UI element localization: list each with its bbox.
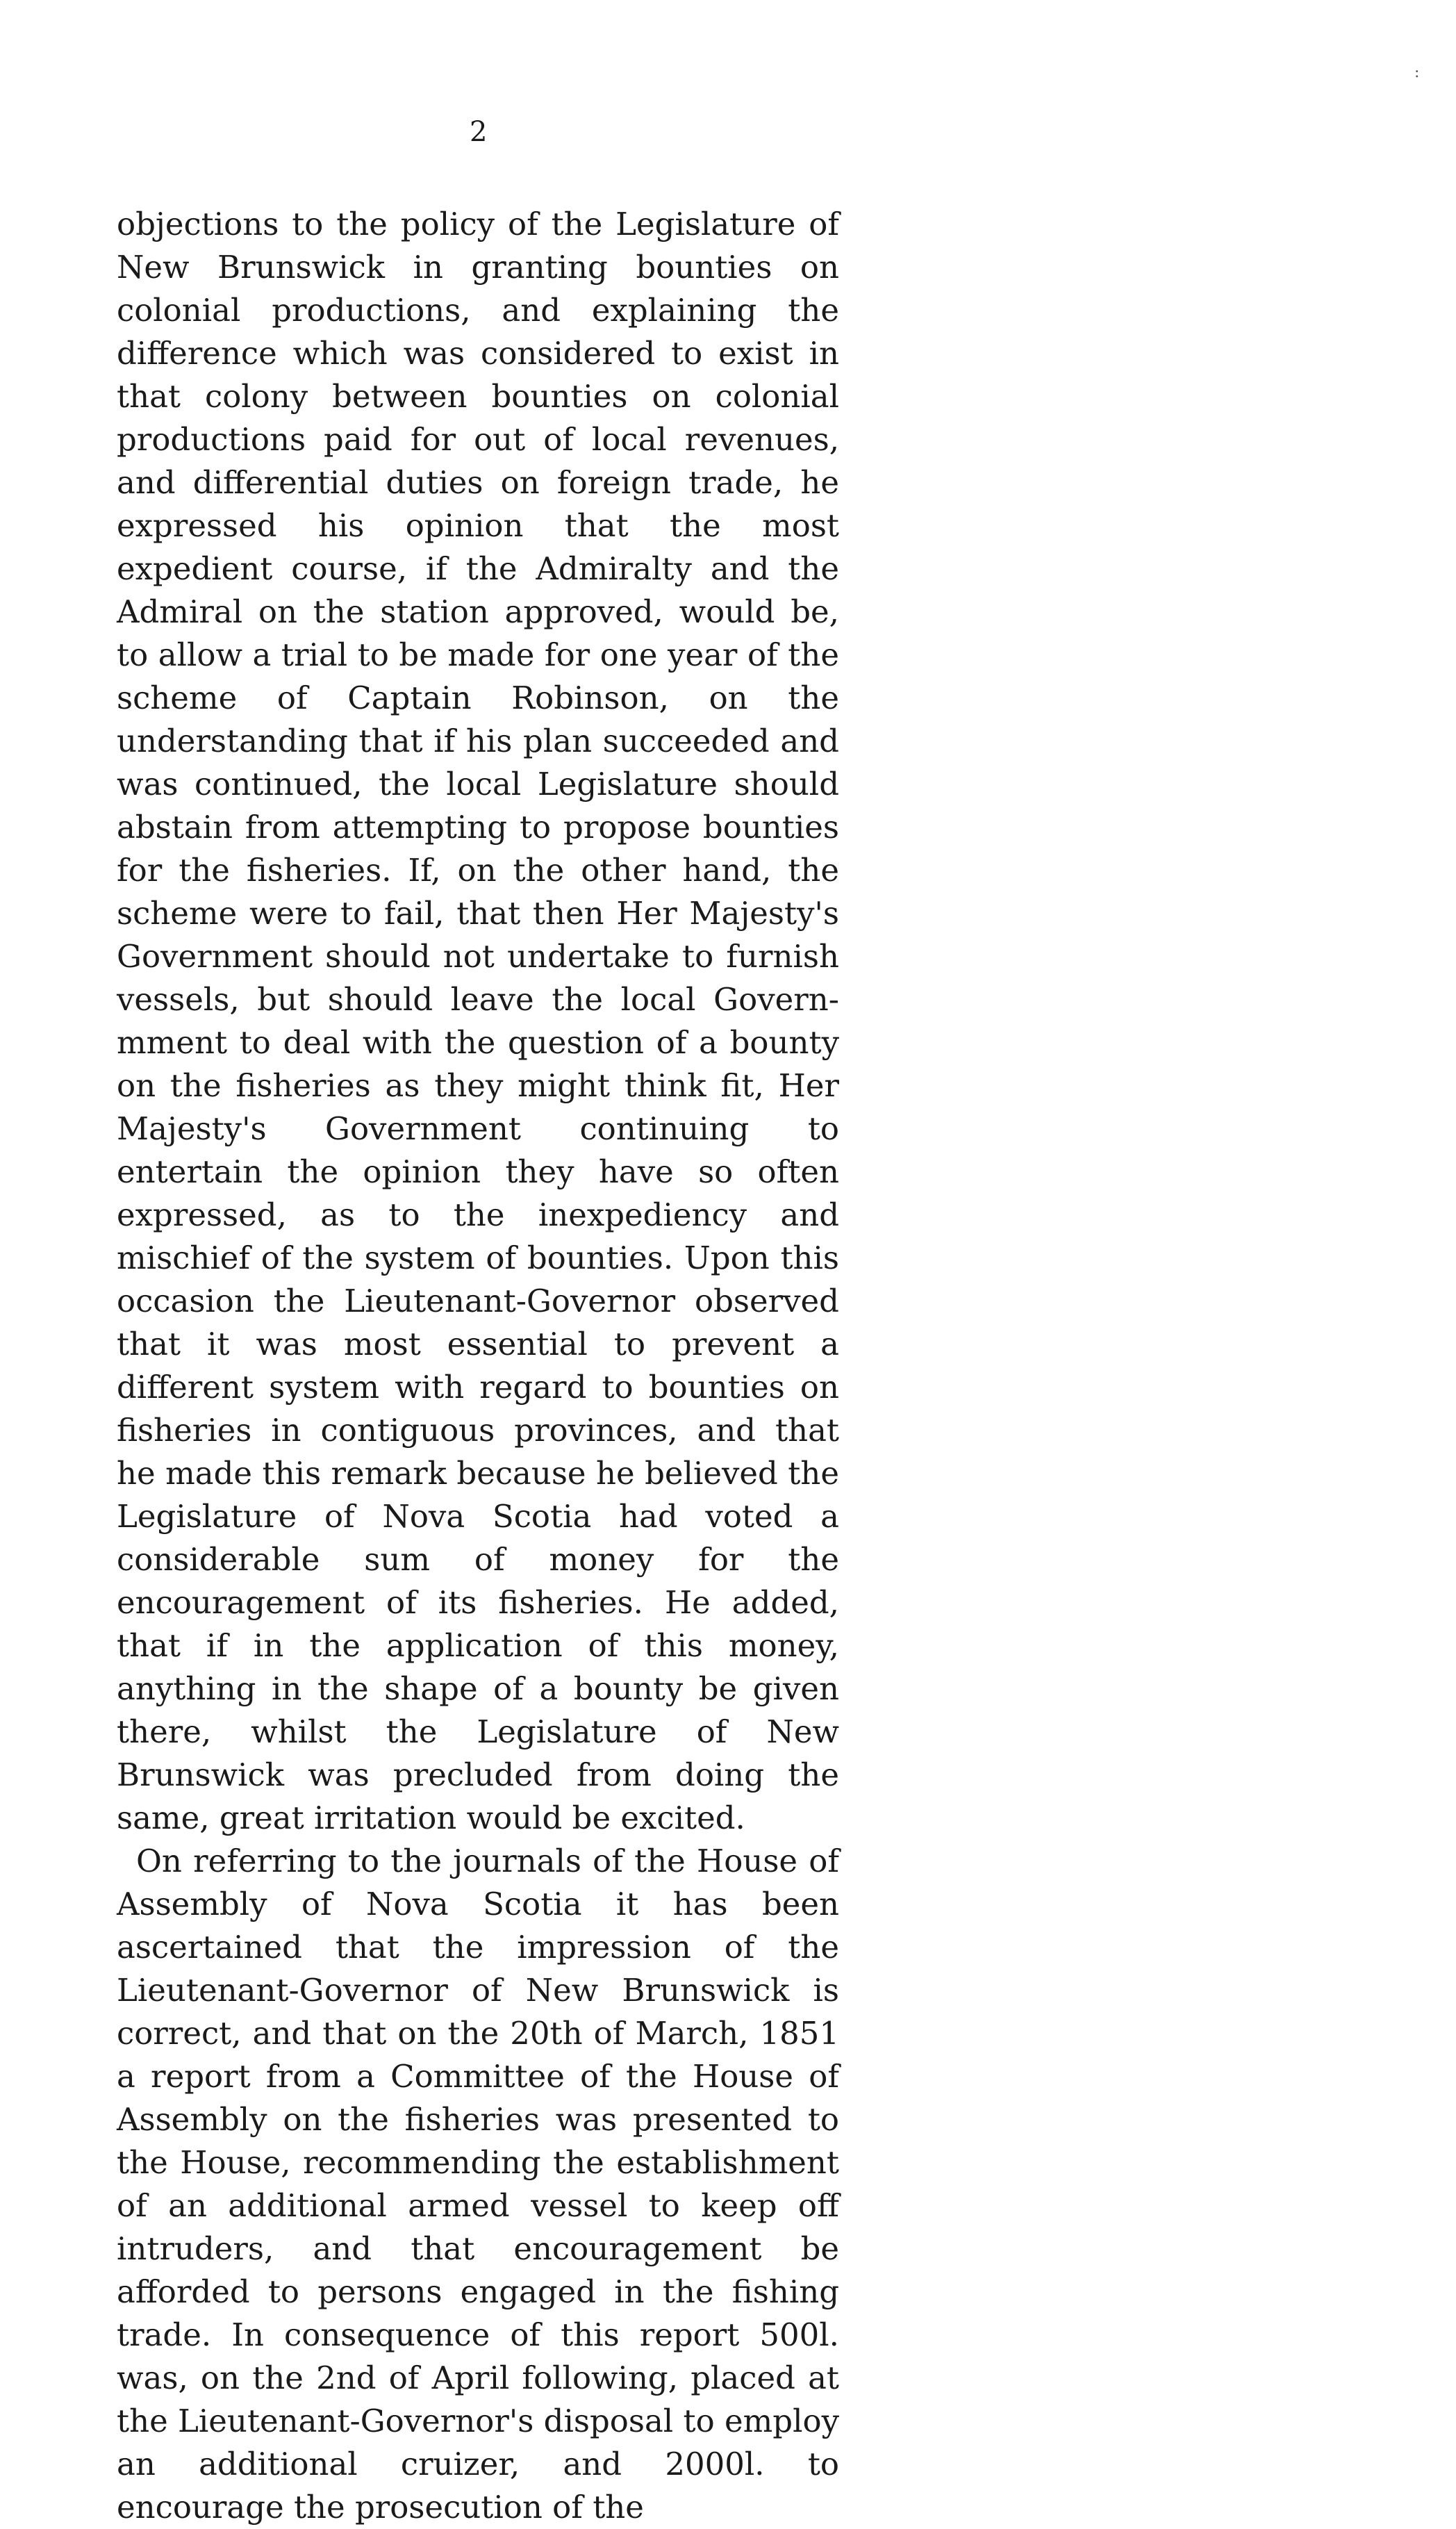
paragraph-2: On referring to the journals of the House of Assembly of Nova Scotia it has been ascertained that the impression of the Lieutenant-Governor of New Brunswick is correct, and that on the 20th of March, 1851 a report from a Committee of the House of Assembly on the fisheries was presented to the House, recommending the establishment of an additional armed vessel to keep off intruders, and that encouragement be afforded to persons engaged in the fishing trade. In consequence of this report 500l. was, on the 2nd of April following, placed at the Lieutenant-Governor's disposal to employ an additional cruizer, and 2000l. to encourage the prosecution of the	[117, 1843, 839, 2526]
margin-mark: :	[1414, 64, 1420, 81]
paragraph-1: objections to the policy of the Legislature of New Brunswick in granting bounties on colonial productions, and explaining the difference which was considered to exist in that colony between bounties on colonial productions paid for out of local revenues, and differential duties on foreign trade, he expressed his opinion that the most expedient course, if the Admiralty and the Admiral on the station approved, would be, to allow a trial to be made for one year of the scheme of Captain Robinson, on the understanding that if his plan succeeded and was continued, the local Legislature should abstain from attempting to propose bounties for the fisheries. If, on the other hand, the scheme were to fail, that then Her Majesty's Government should not undertake to furnish vessels, but should leave the local Governmment to deal with the question of a bounty on the fisheries as they might think fit, Her Majesty's Government continuing to entertain the opinion they have so often expressed, as to the inexpediency and mischief of the system of bounties. Upon this occasion the Lieutenant-Governor observed that it was most essential to prevent a different system with regard to bounties on fisheries in contiguous provinces, and that he made this remark because he believed the Legislature of Nova Scotia had voted a considerable sum of money for the encouragement of its fisheries. He added, that if in the application of this money, anything in the shape of a bounty be given there, whilst the Legislature of New Brunswick was precluded from doing the same, great irritation would be excited.	[117, 206, 839, 1836]
page-number: 2	[470, 116, 488, 148]
body-text	[117, 203, 839, 2529]
